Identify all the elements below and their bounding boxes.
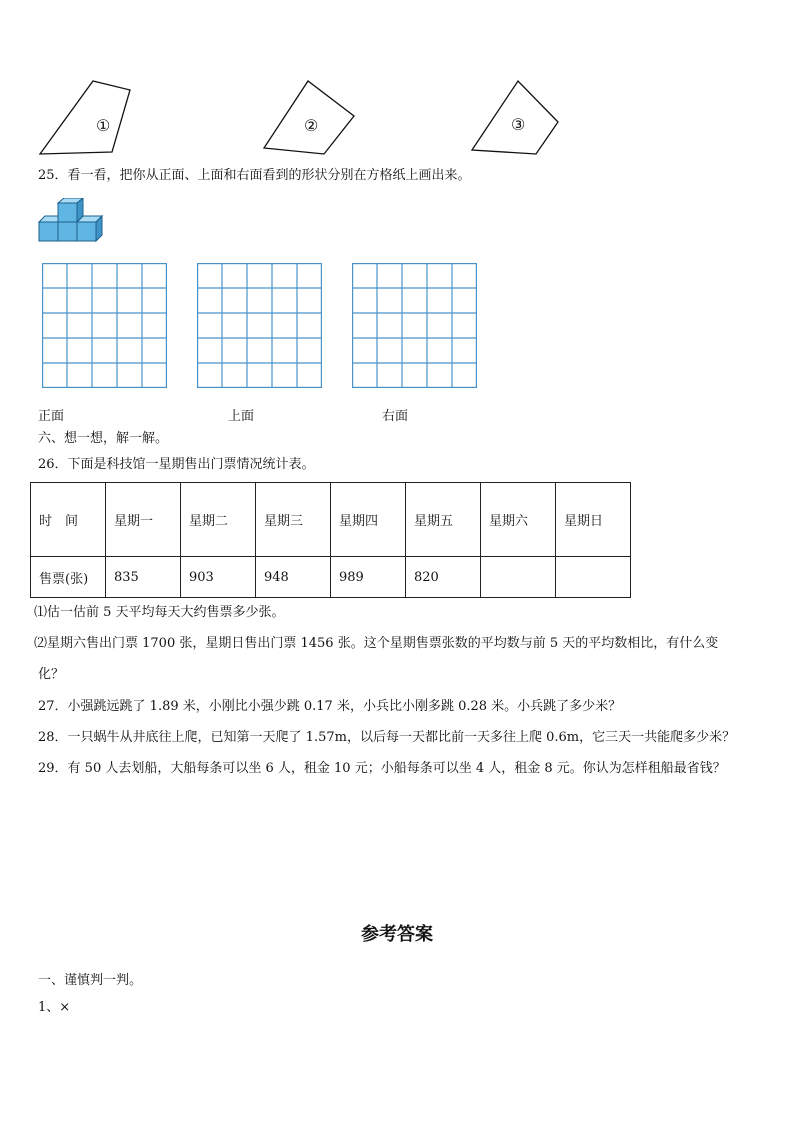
question-26-part-2: ⑵星期六售出门票 1700 张，星期日售出门票 1456 张。这个星期售票张数的平均数与前 5 天的平均数相比，有什么变 xyxy=(34,636,719,651)
cube-stack-figure xyxy=(38,198,108,244)
shape-2-label: ② xyxy=(304,116,319,135)
section-6-title: 六、想一想，解一解。 xyxy=(38,431,169,446)
table-cell: 948 xyxy=(256,557,331,598)
question-26: 26．下面是科技馆一星期售出门票情况统计表。 xyxy=(38,457,315,472)
table-cell: 835 xyxy=(106,557,181,598)
table-header-cell: 星期一 xyxy=(106,483,181,557)
table-cell-blank[interactable] xyxy=(556,557,631,598)
question-27: 27．小强跳远跳了 1.89 米，小刚比小强少跳 0.17 米，小兵比小刚多跳 0.28 米。小兵跳了多少米？ xyxy=(38,699,622,714)
table-header-cell: 星期四 xyxy=(331,483,406,557)
caption-front: 正面 xyxy=(38,409,65,424)
grid-front[interactable] xyxy=(42,263,167,388)
answers-section-1: 一、谨慎判一判。 xyxy=(38,973,143,988)
table-cell: 903 xyxy=(181,557,256,598)
caption-top: 上面 xyxy=(228,409,255,424)
question-26-part-1: ⑴估一估前 5 天平均每天大约售票多少张。 xyxy=(34,605,285,620)
answer-1: 1、× xyxy=(38,1000,71,1015)
table-header-cell: 星期六 xyxy=(481,483,556,557)
table-header-cell: 星期日 xyxy=(556,483,631,557)
question-26-part-2-cont: 化？ xyxy=(38,667,65,682)
table-header-cell: 星期三 xyxy=(256,483,331,557)
shape-3-label: ③ xyxy=(511,115,526,134)
table-header-cell: 时 间 xyxy=(31,483,106,557)
question-25: 25．看一看，把你从正面、上面和右面看到的形状分别在方格纸上画出来。 xyxy=(38,168,471,183)
table-header-cell: 星期五 xyxy=(406,483,481,557)
question-29: 29．有 50 人去划船，大船每条可以坐 6 人，租金 10 元；小船每条可以坐 4 人，租金 8 元。你认为怎样租船最省钱？ xyxy=(38,761,726,776)
answers-title: 参考答案 xyxy=(361,924,433,945)
question-28: 28．一只蜗牛从井底往上爬，已知第一天爬了 1.57m，以后每一天都比前一天多往上爬 0.6m，它三天一共能爬多少米？ xyxy=(38,730,736,745)
table-cell: 989 xyxy=(331,557,406,598)
grid-right[interactable] xyxy=(352,263,477,388)
table-cell: 820 xyxy=(406,557,481,598)
ticket-sales-table xyxy=(30,482,631,598)
table-header-cell: 星期二 xyxy=(181,483,256,557)
grid-top[interactable] xyxy=(197,263,322,388)
shape-1-label: ① xyxy=(96,116,111,135)
caption-right: 右面 xyxy=(382,409,409,424)
table-cell: 售票(张) xyxy=(31,557,106,598)
table-cell-blank[interactable] xyxy=(481,557,556,598)
